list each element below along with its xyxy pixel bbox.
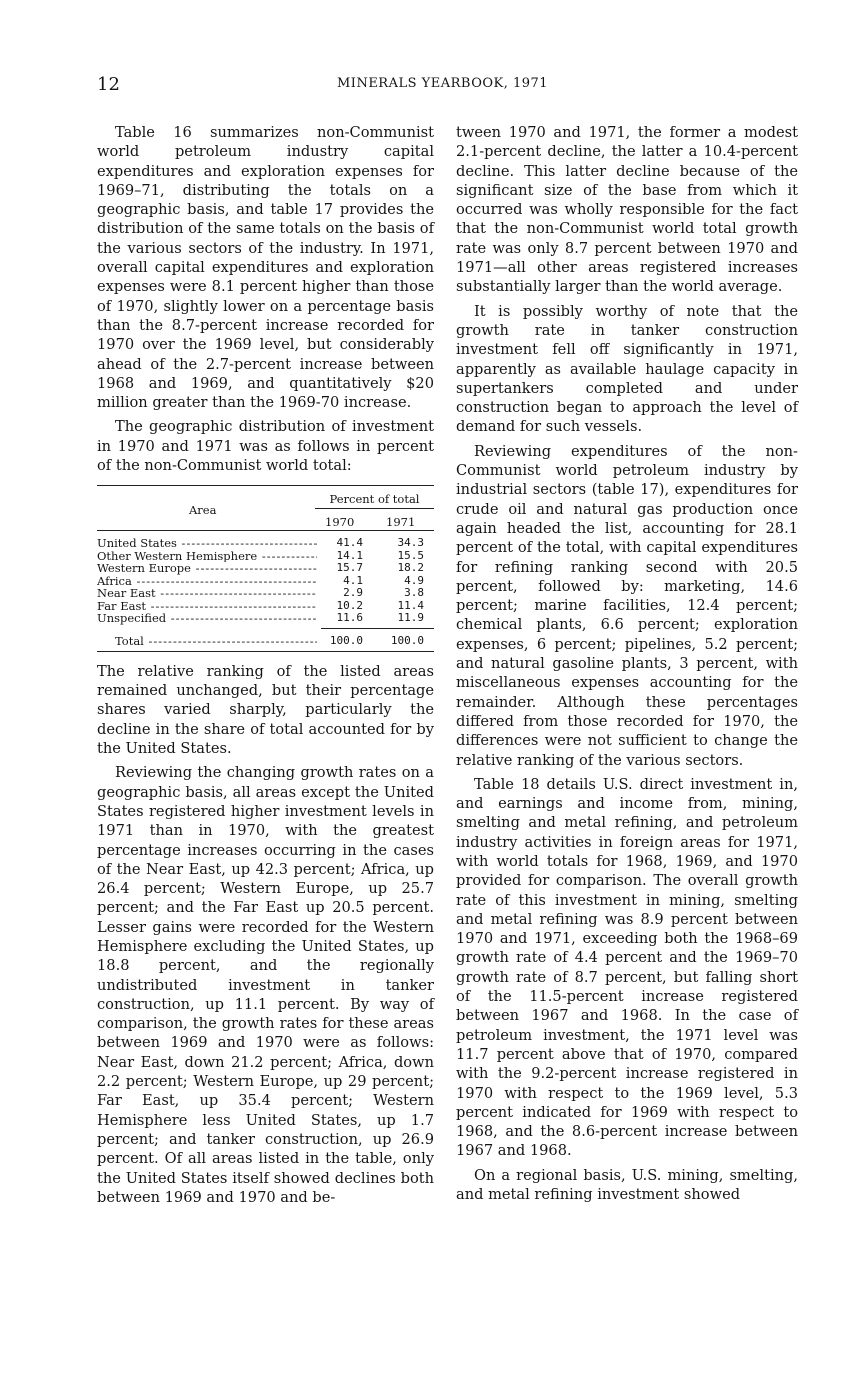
table-row <box>97 537 434 550</box>
value-1970: 41.4 <box>336 536 363 550</box>
running-head: MINERALS YEARBOOK, 1971 <box>337 76 549 91</box>
right-column <box>456 123 798 1209</box>
value-1970: 4.1 <box>343 573 363 587</box>
value-1970: 14.1 <box>336 548 363 562</box>
area-label: Unspecified ----- <box>97 612 317 625</box>
area-label: Other Western Hemisphere ----- <box>97 550 317 563</box>
geographic-distribution-table <box>97 485 434 652</box>
total-1970: 100.0 <box>329 633 363 647</box>
value-1971: 11.9 <box>397 611 424 625</box>
year-header-1971: 1971 <box>386 515 416 530</box>
paragraph: The relative ranking of the listed areas remained unchanged, but their percentage shares varied sharply, particularly the decline in the share of total accounted for by the United States. <box>97 662 434 758</box>
table-row <box>97 612 434 625</box>
table-row <box>97 587 434 600</box>
paragraph: Table 16 summarizes non-Communist world petroleum industry capital expenditures and exploration expenses for 1969–71, distributing the totals on a geographic basis, and table 17 provides the distribution of the same totals on the basis of the various sectors of the industry. In 1971, overall capital expenditures and exploration expenses were 8.1 percent higher than those of 1970, slightly lower on a percentage basis than the 8.7-percent increase recorded for 1970 over the 1969 level, but considerably ahead of the 2.7-percent increase between 1968 and 1969, and quantitatively $20 million greater than the 1969-70 increase. <box>97 124 434 412</box>
paragraph: Reviewing expenditures of the non-Communist world petroleum industry by industrial sectors (table 17), expenditures for crude oil and natural gas production once again headed the list, accounting for 28.1 percent of the total, with capital expenditures for refining ranking second with 20.5 percent, followed by: marketing, 14.6 percent; marine facilities, 12.4 percent; chemical plants, 6.6 percent; exploration expenses, 6 percent; pipelines, 5.2 percent; and natural gasoline plants, 3 percent, with miscellaneous expenses accounting for the remainder. Although these percentages differed from those recorded for 1970, the differences were not sufficient to change the relative ranking of the various sectors. <box>456 442 798 769</box>
area-label: Far East ----- <box>97 600 317 613</box>
page-number: 12 <box>97 74 120 95</box>
area-label: United States ----- <box>97 537 317 550</box>
paragraph: Table 18 details U.S. direct investment in, and earnings and income from, mining, smelting and metal refining, and petroleum industry activities in foreign areas for 1971, with world totals for 1968, 1969, and 1970 provided for comparison. The overall growth rate of this investment in mining, smelting and metal refining was 8.9 percent between 1970 and 1971, exceeding both the 1968–69 growth rate of 4.4 percent and the 1969–70 growth rate of 8.7 percent, but falling short of the 11.5-percent increase registered between 1967 and 1968. In the case of petroleum investment, the 1971 level was 11.7 percent above that of 1970, compared with the 9.2-percent increase registered in 1970 with respect to the 1969 level, 5.3 percent indicated for 1969 with respect to 1968, and the 8.6-percent increase between 1967 and 1968. <box>456 775 798 1160</box>
paragraph: The geographic distribution of investment in 1970 and 1971 was as follows in percent of the non-Communist world total: <box>97 418 434 475</box>
area-label: Africa ----- <box>97 575 317 588</box>
table-total-row <box>97 631 434 651</box>
value-1970: 10.2 <box>336 598 363 612</box>
paragraph: It is possibly worthy of note that the growth rate in tanker construction investment fell off significantly in 1971, apparently as available haulage capacity in supertankers completed and under construction began to approach the level of demand for such vessels. <box>456 302 798 436</box>
table-row <box>97 575 434 588</box>
total-1971: 100.0 <box>390 633 424 647</box>
paragraph: On a regional basis, U.S. mining, smelting, and metal refining investment showed <box>456 1166 798 1204</box>
year-header-1970: 1970 <box>325 515 355 530</box>
value-1971: 15.5 <box>397 548 424 562</box>
table-row <box>97 562 434 575</box>
paragraph: Reviewing the changing growth rates on a geographic basis, all areas except the United States registered higher investment levels in 1971 than in 1970, with the greatest percentage increases occurring in the cases of the Near East, up 42.3 percent; Africa, up 26.4 percent; Western Europe, up 25.7 percent; and the Far East up 20.5 percent. Lesser gains were recorded for the Western Hemisphere excluding the United States, up 18.8 percent, and the regionally undistributed investment in tanker construction, up 11.1 percent. By way of comparison, the growth rates for these areas between 1969 and 1970 were as follows: Near East, down 21.2 percent; Africa, down 2.2 percent; Western Europe, up 29 percent; Far East, up 35.4 percent; Western Hemisphere less United States, up 1.7 percent; and tanker construction, up 26.9 percent. Of all areas listed in the table, only the United States itself showed declines both between 1969 and 1970 and be- <box>97 764 434 1206</box>
percent-column-header: Percent of total <box>329 492 420 507</box>
value-1971: 18.2 <box>397 561 424 575</box>
value-1971: 4.9 <box>404 573 424 587</box>
paragraph: tween 1970 and 1971, the former a modest 2.1-percent decline, the latter a 10.4-percent decline. This latter decline because of the significant size of the base from which it occurred was wholly responsible for the fact that the non-Communist world total growth rate was only 8.7 percent between 1970 and 1971—all other areas registered increases substantially larger than the world average. <box>456 124 798 296</box>
value-1970: 11.6 <box>336 611 363 625</box>
table-row <box>97 600 434 613</box>
value-1971: 3.8 <box>404 586 424 600</box>
total-label: Total ----- <box>115 631 317 651</box>
table-row <box>97 550 434 563</box>
value-1970: 2.9 <box>343 586 363 600</box>
area-label: Near East ----- <box>97 587 317 600</box>
left-column <box>97 123 434 1212</box>
table-header <box>97 486 434 530</box>
area-label: Western Europe ----- <box>97 562 317 575</box>
value-1970: 15.7 <box>336 561 363 575</box>
value-1971: 34.3 <box>397 536 424 550</box>
value-1971: 11.4 <box>397 598 424 612</box>
area-column-header: Area <box>189 503 217 518</box>
